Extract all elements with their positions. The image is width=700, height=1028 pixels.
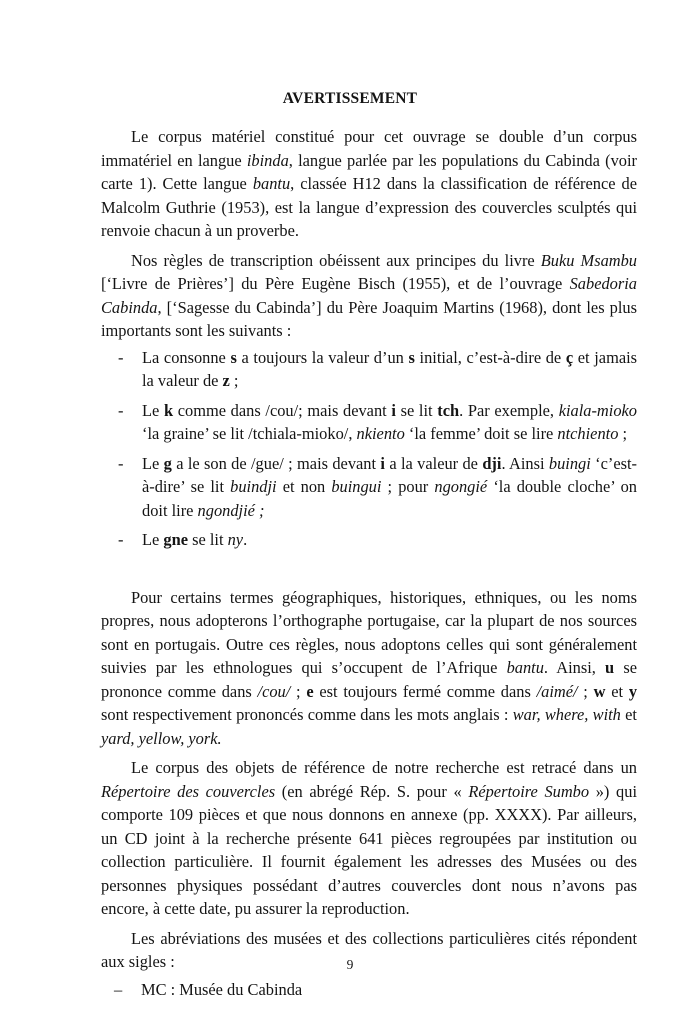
paragraph-transcription-rules: Nos règles de transcription obéissent aux principes du livre Buku Msambu [‘Livre de Prières’] du Père Eugène Bisch (1955), et de l’ouvrage Sabedoria Cabinda, [‘Sagesse du Cabinda’] du Père Joaquim Martins (1968), dont les plus importants sont les suivants : [101,250,637,340]
paragraph-orthography: Pour certains termes géographiques, historiques, ethniques, ou les noms propres, nous adopterons l’orthographe portugaise, car la plupart de nos sources sont en portugais. Outre ces règles, nous adoptons celles qui sont généralement suivies par les ethnologues qui s’occupent de l’Afrique bantu. Ainsi, u se prononce comme dans /cou/ ; e est toujours fermé comme dans /aimé/ ; w et y sont respectivement prononcés comme dans les mots anglais : war, where, with et yard, yellow, york. [101,587,638,748]
list-dash: - [118,400,124,420]
list-dash: – [114,979,123,999]
list-item: - Le gne se lit ny. [101,528,637,552]
rules-list [101,346,637,552]
paragraph-repertoire: Le corpus des objets de référence de notre recherche est retracé dans un Répertoire des couvercles (en abrégé Rép. S. pour « Répertoire Sumbo ») qui comporte 109 pièces et que nous donnons en annexe (pp. XXXX). Par ailleurs, un CD joint à la recherche présente 641 pièces regroupées par institution ou collection particulière. Il fournit également les adresses des Musées ou des personnes physiques possédant d’autres couvercles dont nous n’avons pas encore, à cette date, pu assurer la reproduction. [101,758,637,918]
list-item: - Le k comme dans /cou/; mais devant i se lit tch. Par exemple, kiala-mioko ‘la graine’ se lit /tchiala-mioko/, nkiento ‘la femme’ doit se lire ntchiento ; [118,400,637,443]
list-item: - La consonne s a toujours la valeur d’un s initial, c’est-à-dire de ç et jamais la valeur de z ; [118,347,638,390]
list-dash: - [118,530,124,549]
body-text [101,125,637,1001]
list-item: – MC : Musée du Cabinda [101,978,637,1002]
abbreviations-list [101,978,637,1002]
paragraph-abbreviations: Les abréviations des musées et des collections particulières cités répondent aux sigles : [101,928,637,971]
list-item: - Le g a le son de /gue/ ; mais devant i a la valeur de dji. Ainsi buingi ‘c’est-à-dire’ se lit buindji et non buingui ; pour ngongié ‘la double cloche’ on doit lire ngondjié ; [118,453,637,520]
list-dash: - [118,453,124,473]
list-dash: - [118,347,124,367]
page-number: 9 [346,957,354,972]
paragraph-corpus: Le corpus matériel constitué pour cet ouvrage se double d’un corpus immatériel en langue ibinda, langue parlée par les populations du Cabinda (voir carte 1). Cette langue bantu, classée H12 dans la classification de référence de Malcolm Guthrie (1953), est la langue d’expression des couvercles sculptés qui renvoie chacun à un proverbe. [101,127,637,240]
page-title: AVERTISSEMENT [282,90,418,107]
